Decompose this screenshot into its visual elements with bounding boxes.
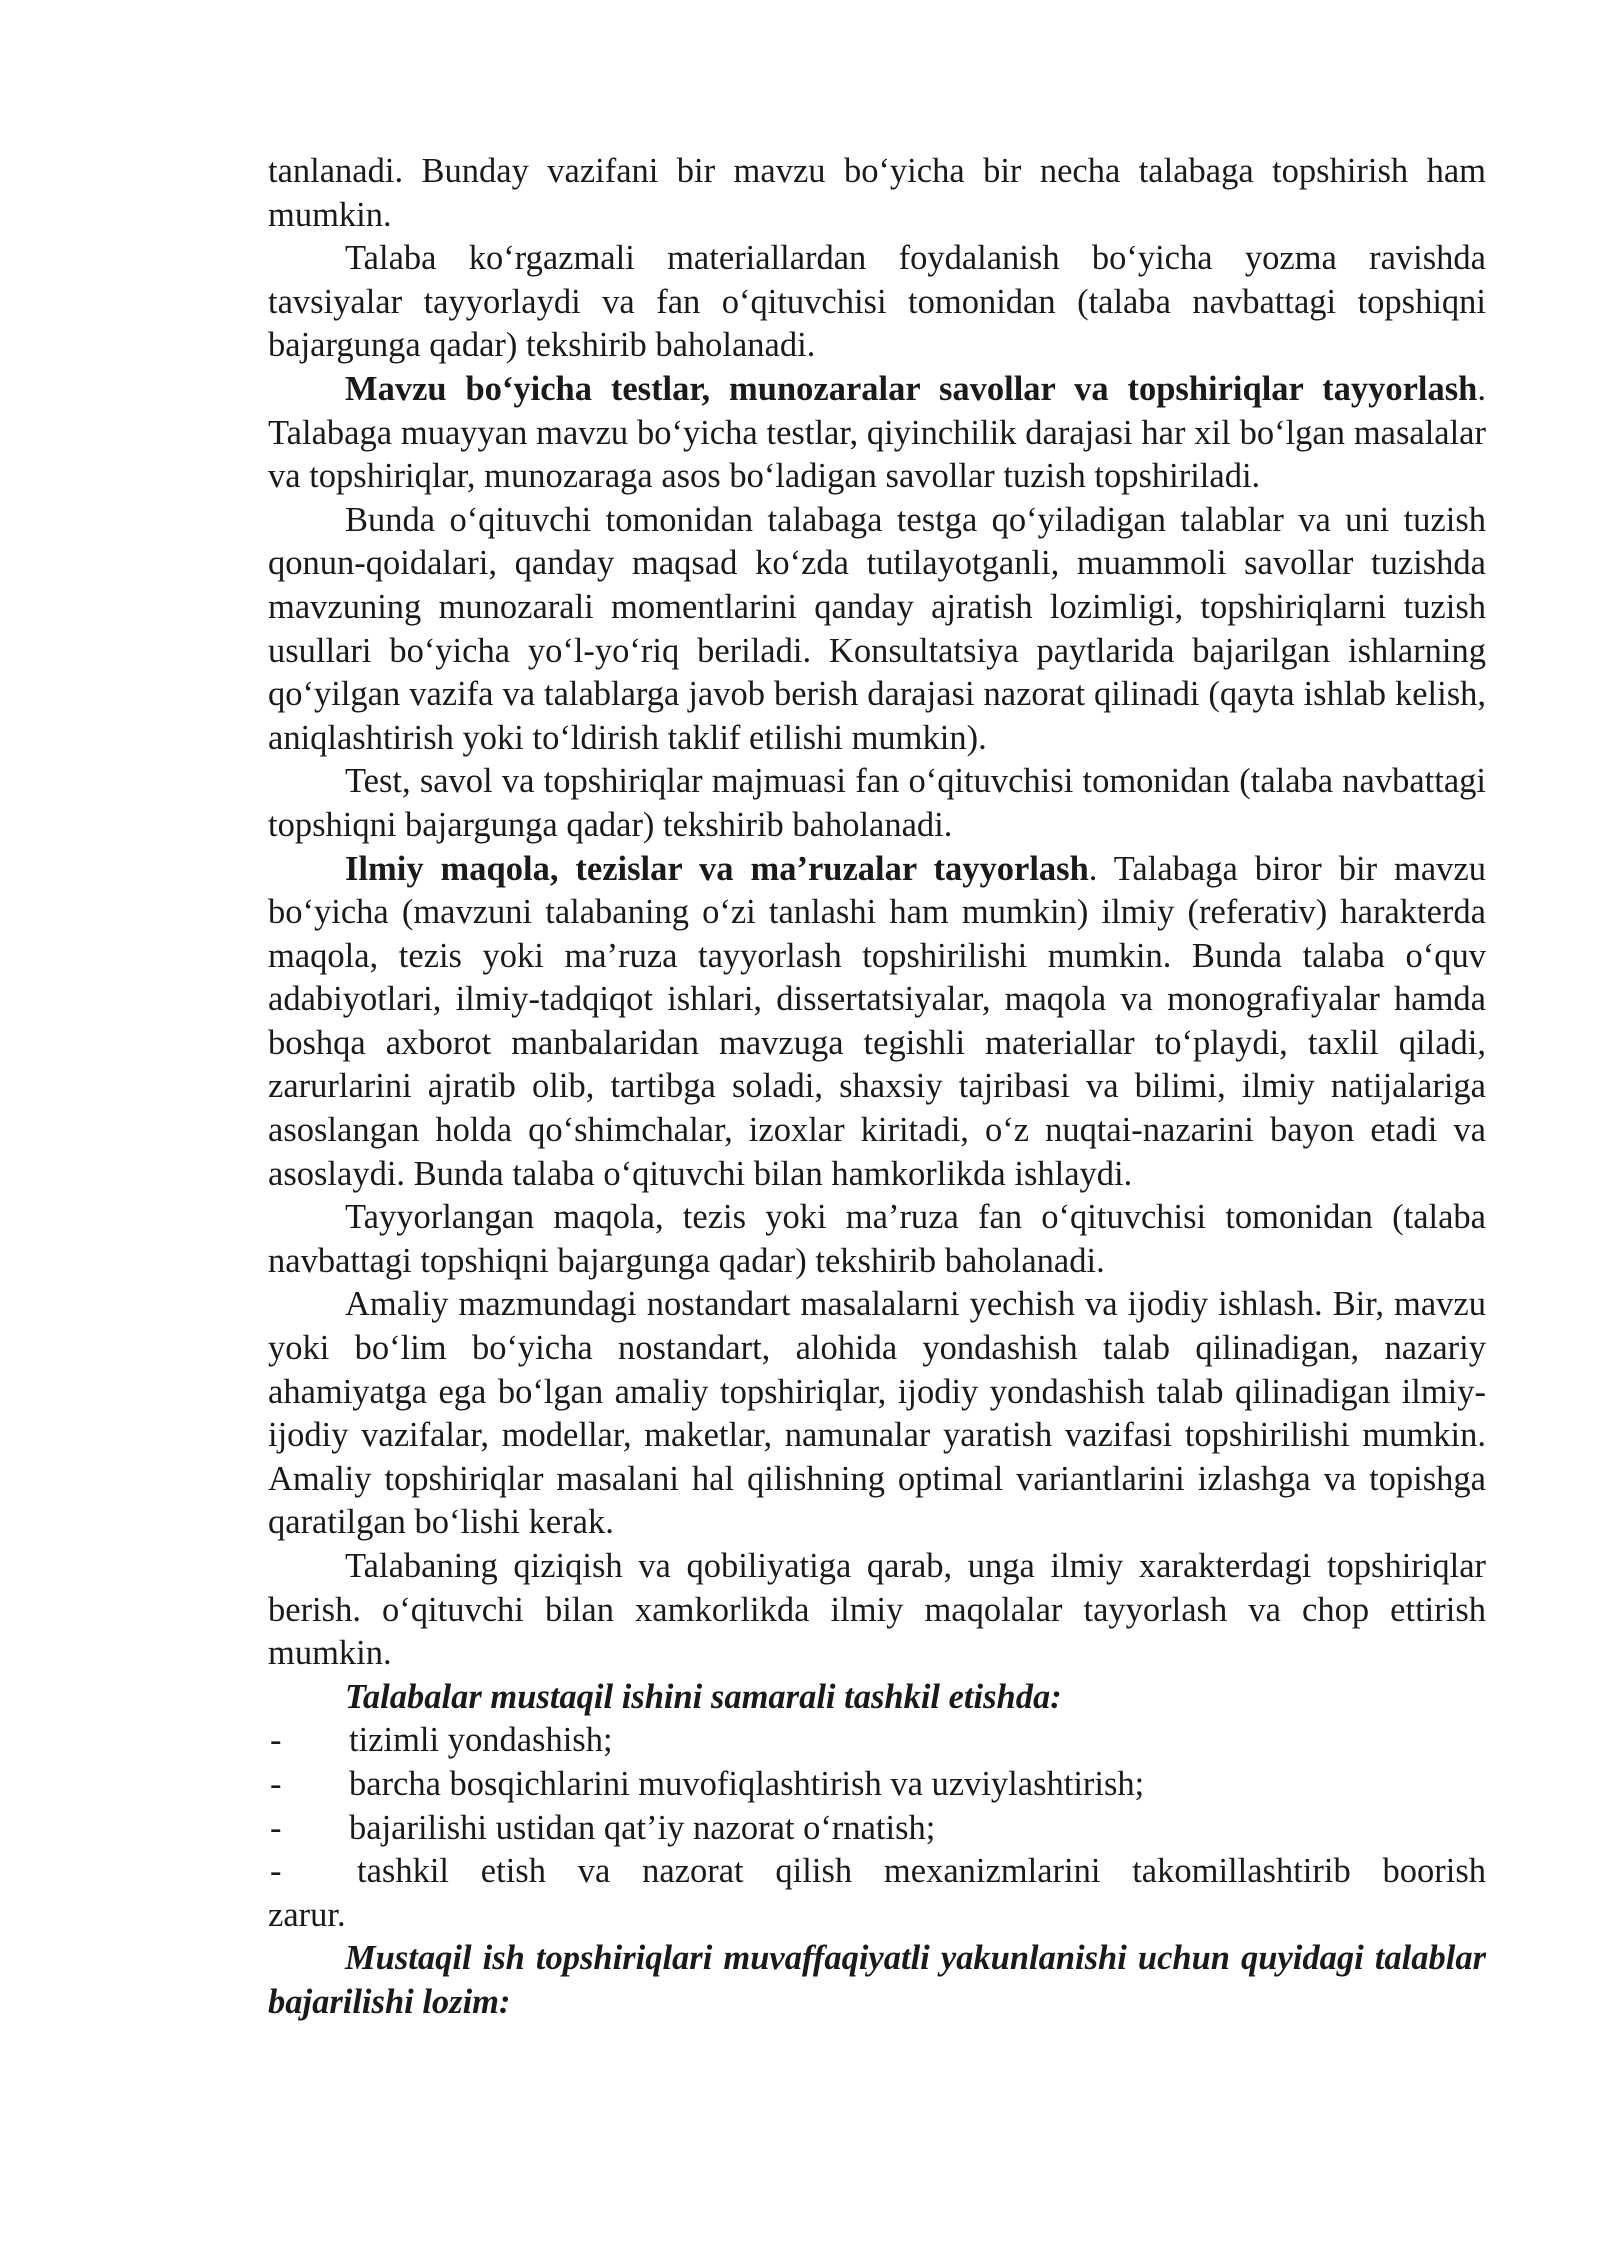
paragraph-heading: Mavzu bo‘yicha testlar, munozaralar savollar va topshiriqlar tayyorlash xyxy=(345,369,1478,408)
list-item-text: tizimli yondashish; xyxy=(349,1721,613,1760)
paragraph: Talaba ko‘rgazmali materiallardan foydalanish bo‘yicha yozma ravishda tavsiyalar tayyorlaydi va fan o‘qituvchisi tomonidan (talaba navbattagi topshiqni bajargunga qadar) tekshirib baholanadi. xyxy=(268,239,1486,365)
section-heading: Mustaqil ish topshiriqlari muvaffaqiyatli yakunlanishi uchun quyidagi talablar bajarilishi lozim: xyxy=(268,1939,1486,2021)
list-item xyxy=(268,1719,1486,1763)
paragraph: Tayyorlangan maqola, tezis yoki ma’ruza fan o‘qituvchisi tomonidan (talaba navbattagi topshiqni bajargunga qadar) tekshirib baholanadi. xyxy=(268,1198,1486,1280)
document-page xyxy=(268,150,1486,2025)
paragraph: Bunda o‘qituvchi tomonidan talabaga testga qo‘yiladigan talablar va uni tuzish qonun-qoidalari, qanday maqsad ko‘zda tutilayotganli, muammoli savollar tuzishda mavzuning munozarali momentlarini qanday ajratish lozimligi, topshiriqlarni tuzish usullari bo‘yicha yo‘l-yo‘riq beriladi. Konsultatsiya paytlarida bajarilgan ishlarning qo‘yilgan vazifa va talablarga javob berish darajasi nazorat qilinadi (qayta ishlab kelish, aniqlashtirish yoki to‘ldirish taklif etilishi mumkin). xyxy=(268,500,1486,757)
list-dash: - xyxy=(270,1852,282,1891)
list-item xyxy=(268,1763,1486,1807)
section-heading: Talabalar mustaqil ishini samarali tashkil etishda: xyxy=(345,1677,1062,1716)
list-dash: - xyxy=(270,1808,282,1847)
list-item-text: barcha bosqichlarini muvofiqlashtirish va uzviylashtirish; xyxy=(349,1764,1145,1803)
paragraph xyxy=(268,368,1486,499)
paragraph-text: . Talabaga biror bir mavzu bo‘yicha (mavzuni talabaning o‘zi tanlashi ham mumkin) ilmiy (referativ) harakterda maqola, tezis yoki ma’ruza tayyorlash topshirilishi mumkin. Bunda talaba o‘quv adabiyotlari, ilmiy-tadqiqot ishlari, dissertatsiyalar, maqola va monografiyalar hamda boshqa axborot manbalaridan mavzuga tegishli materiallar to‘playdi, taxlil qiladi, zarurlarini ajratib olib, tartibga soladi, shaxsiy tajribasi va bilimi, ilmiy natijalariga asoslangan holda qo‘shimchalar, izoxlar kiritadi, o‘z nuqtai-nazarini bayon etadi va asoslaydi. Bunda talaba o‘qituvchi bilan hamkorlikda ishlaydi. xyxy=(268,849,1486,1193)
paragraph xyxy=(268,848,1486,1197)
list-tail: zarur. xyxy=(268,1895,346,1934)
paragraph: Amaliy mazmundagi nostandart masalalarni yechish va ijodiy ishlash. Bir, mavzu yoki bo‘lim bo‘yicha nostandart, alohida yondashish talab qilinadigan, nazariy ahamiyatga ega bo‘lgan amaliy topshiriqlar, ijodiy yondashish talab qilinadigan ilmiy-ijodiy vazifalar, modellar, maketlar, namunalar yaratish vazifasi topshirilishi mumkin. Amaliy topshiriqlar masalani hal qilishning optimal variantlarini izlashga va topishga qaratilgan bo‘lishi kerak. xyxy=(268,1285,1486,1542)
list-item-text: tashkil etish va nazorat qilish mexanizmlarini takomillashtirib boorish xyxy=(357,1852,1486,1891)
list-item-text: bajarilishi ustidan qat’iy nazorat o‘rnatish; xyxy=(349,1808,936,1847)
list-dash: - xyxy=(270,1764,282,1803)
paragraph-text: . Talabaga muayyan mavzu bo‘yicha testlar, qiyinchilik darajasi har xil bo‘lgan masalalar va topshiriqlar, munozaraga asos bo‘ladigan savollar tuzish topshiriladi. xyxy=(268,369,1486,496)
paragraph: tanlanadi. Bunday vazifani bir mavzu bo‘yicha bir necha talabaga topshirish ham mumkin. xyxy=(268,152,1486,234)
paragraph-heading: Ilmiy maqola, tezislar va ma’ruzalar tayyorlash xyxy=(345,849,1089,888)
list-item xyxy=(268,1807,1486,1851)
list-dash: - xyxy=(270,1721,282,1760)
paragraph: Talabaning qiziqish va qobiliyatiga qarab, unga ilmiy xarakterdagi topshiriqlar berish. o‘qituvchi bilan xamkorlikda ilmiy maqolalar tayyorlash va chop ettirish mumkin. xyxy=(268,1547,1486,1673)
list-item xyxy=(268,1850,1486,1894)
paragraph: Test, savol va topshiriqlar majmuasi fan o‘qituvchisi tomonidan (talaba navbattagi topshiqni bajargunga qadar) tekshirib baholanadi. xyxy=(268,762,1486,844)
